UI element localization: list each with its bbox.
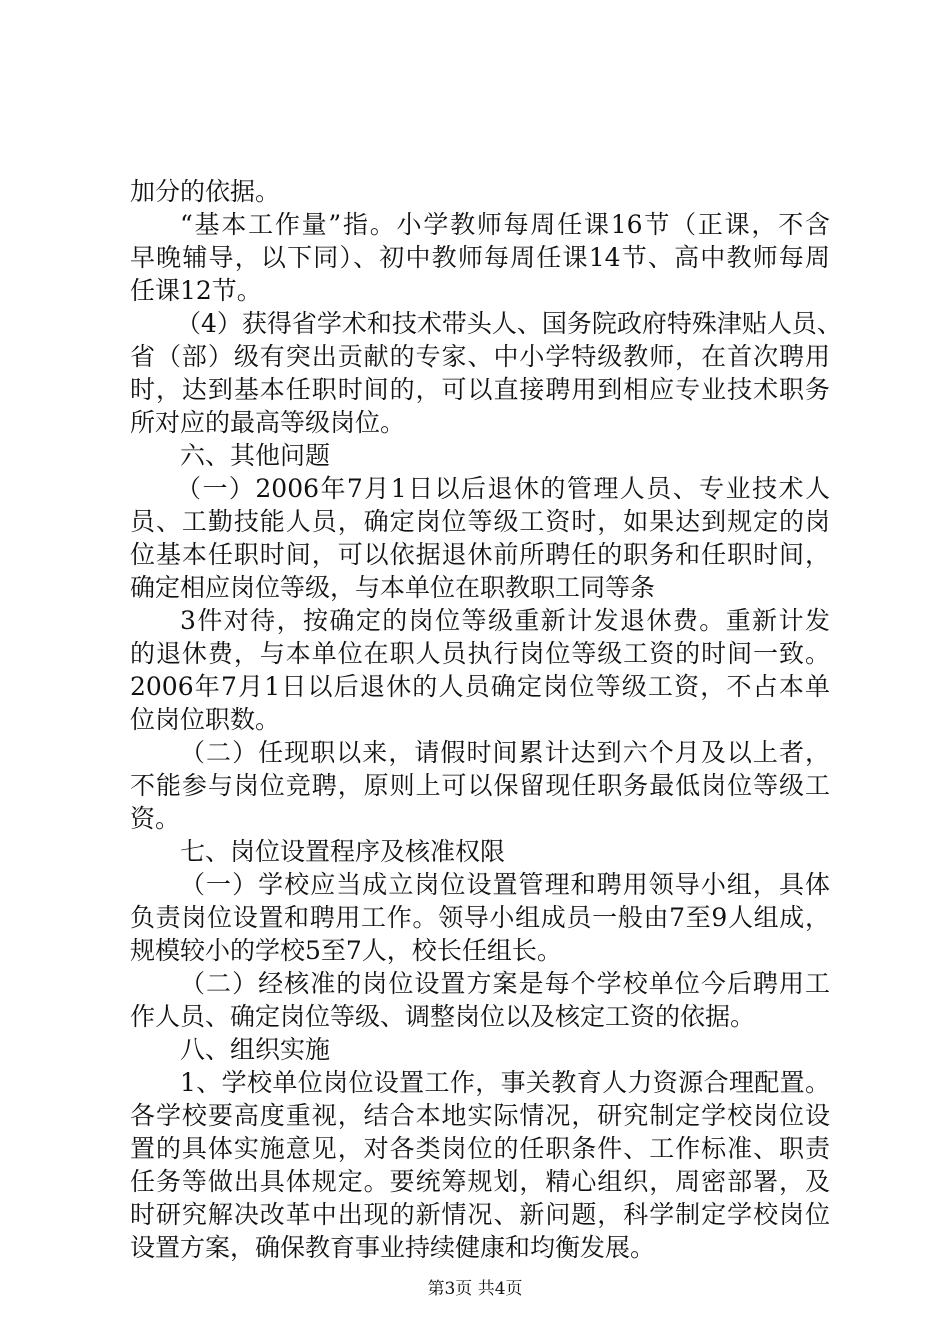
text-line: 规模较小的学校5至7人，校长任组长。 [130,936,562,965]
section-heading: 八、组织实施 [180,1035,331,1064]
text-line: 负责岗位设置和聘用工作。领导小组成员一般由7至9人组成， [130,903,830,932]
section-heading: 六、其他问题 [180,441,331,470]
text-line: 设置方案，确保教育事业持续健康和均衡发展。 [130,1233,656,1262]
text-line: （一）学校应当成立岗位设置管理和聘用领导小组，具体 [180,870,830,899]
text-line: 任务等做出具体规定。要统筹规划，精心组织，周密部署，及 [130,1167,830,1196]
text-line: 任课12节。 [130,276,262,305]
text-line: 员、工勤技能人员，确定岗位等级工资时，如果达到规定的岗 [130,507,830,536]
text-line: 位基本任职时间，可以依据退休前所聘任的职务和任职时间， [130,540,830,569]
text-line: （一）2006年7月1日以后退休的管理人员、专业技术人 [176,474,830,503]
text-line: 1、学校单位岗位设置工作，事关教育人力资源合理配置。 [180,1068,830,1097]
text-line: 早晚辅导，以下同）、初中教师每周任课14节、高中教师每周 [130,243,830,272]
text-line: 加分的依据。 [130,177,281,206]
text-line: 3件对待，按确定的岗位等级重新计发退休费。重新计发 [180,606,830,635]
text-line: （二）经核准的岗位设置方案是每个学校单位今后聘用工 [180,969,830,998]
text-line: 的退休费，与本单位在职人员执行岗位等级工资的时间一致。 [130,639,830,668]
text-line: 时研究解决改革中出现的新情况、新问题，科学制定学校岗位 [130,1200,830,1229]
text-line: （4）获得省学术和技术带头人、国务院政府特殊津贴人员、 [176,309,842,338]
text-line: 2006年7月1日以后退休的人员确定岗位等级工资，不占本单 [130,672,830,701]
text-line: 作人员、确定岗位等级、调整岗位以及核定工资的依据。 [130,1002,756,1031]
page-footer: 第3页 共4页 [427,1279,523,1299]
text-line: 资。 [130,804,181,833]
section-heading: 七、岗位设置程序及核准权限 [180,837,506,866]
text-line: 各学校要高度重视，结合本地实际情况，研究制定学校岗位设 [130,1101,830,1130]
text-line: “基本工作量”指。小学教师每周任课16节（正课，不含 [180,210,830,239]
text-line: 确定相应岗位等级，与本单位在职教职工同等条 [130,573,656,602]
text-line: 省（部）级有突出贡献的专家、中小学特级教师，在首次聘用 [130,342,830,371]
text-line: 时，达到基本任职时间的，可以直接聘用到相应专业技术职务 [130,375,830,404]
text-line: 不能参与岗位竞聘，原则上可以保留现任职务最低岗位等级工 [130,771,830,800]
text-line: 位岗位职数。 [130,705,281,734]
text-line: 置的具体实施意见，对各类岗位的任职条件、工作标准、职责 [130,1134,830,1163]
text-line: 所对应的最高等级岗位。 [130,408,406,437]
text-line: （二）任现职以来，请假时间累计达到六个月及以上者， [180,738,830,767]
